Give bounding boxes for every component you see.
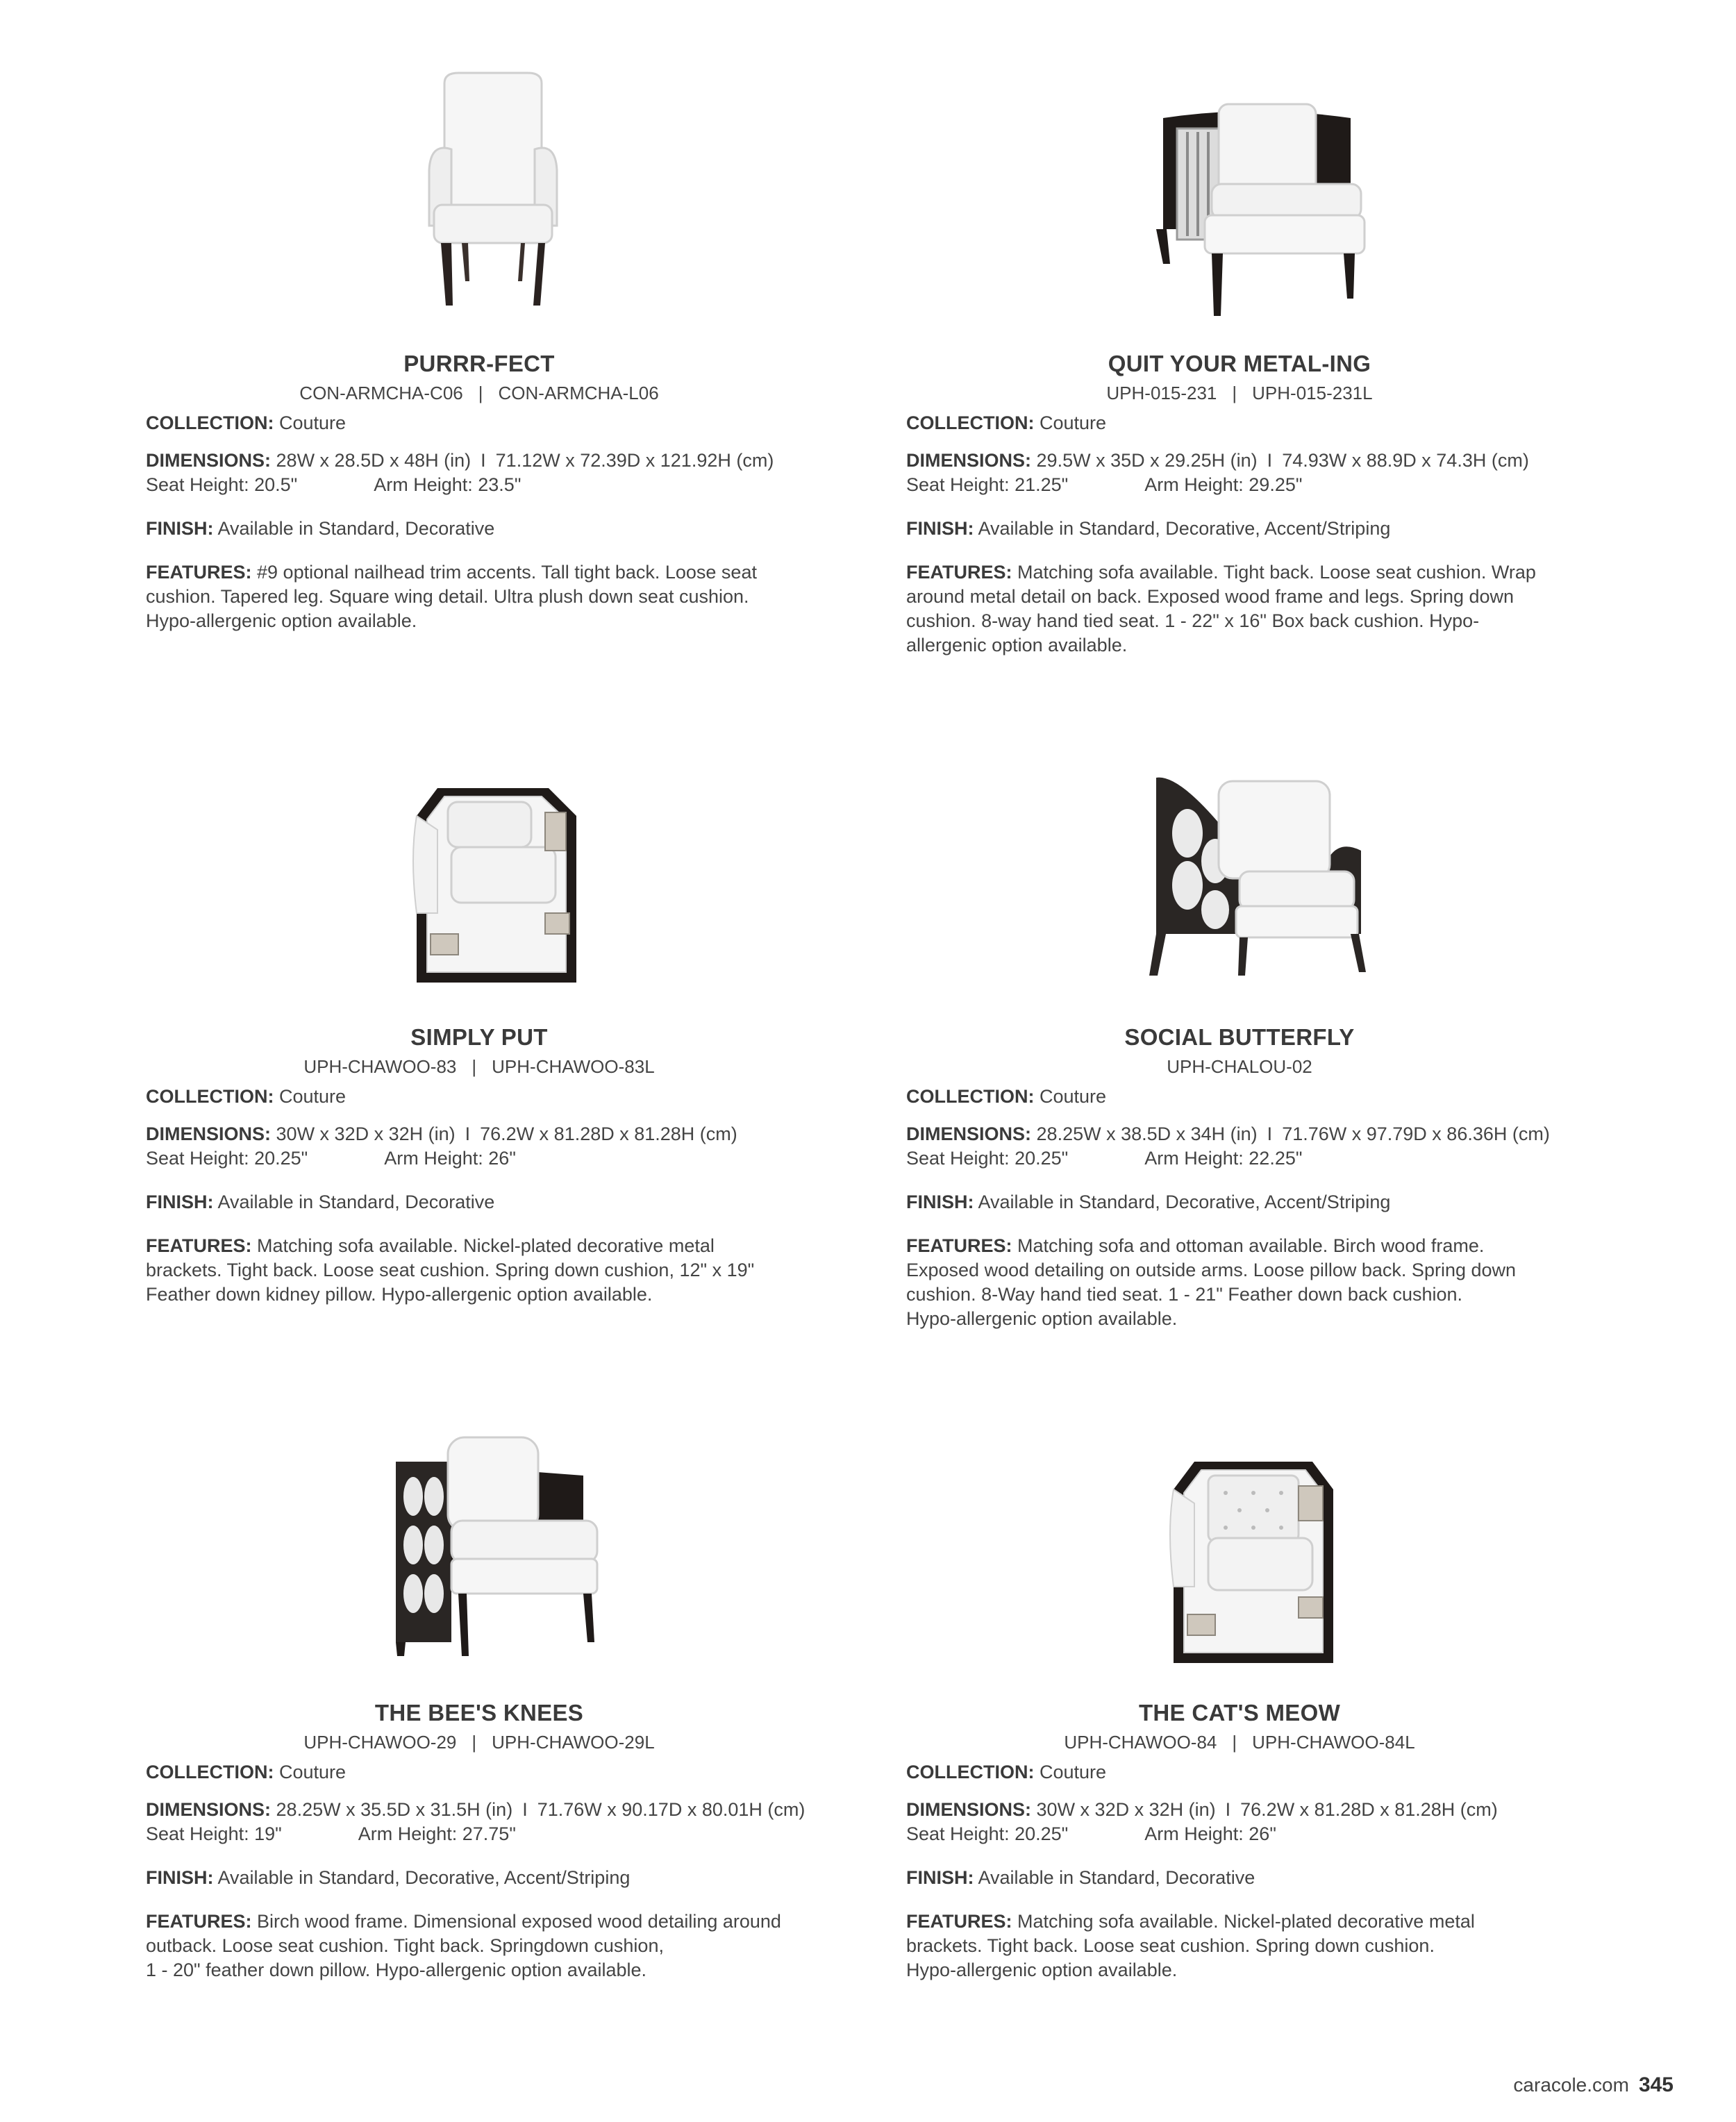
heights-line: Seat Height: 20.25" Arm Height: 26" [146, 1148, 516, 1169]
spec-block [146, 411, 840, 633]
product-sku: UPH-CHAWOO-29 | UPH-CHAWOO-29L [303, 1732, 655, 1753]
product-name: SIMPLY PUT [410, 1024, 548, 1050]
features-block: FEATURES: Matching sofa available. Nickel-plated decorative metal brackets. Tight back. Loose seat cushion. Spring down cushion. Hypo-allergenic option available. [906, 1911, 1475, 1980]
features-block: FEATURES: Birch wood frame. Dimensional exposed wood detailing around outback. Loose seat cushion. Tight back. Springdown cushion, 1 - 20" feather down pillow. Hypo-allergenic option available. [146, 1911, 781, 1980]
wingback-chair-image [146, 66, 840, 323]
spec-block [906, 411, 1601, 658]
collection-line: COLLECTION: Couture [906, 1762, 1107, 1782]
product-name: PURRR-FECT [403, 351, 555, 376]
dimensions-line: DIMENSIONS: 30W x 32D x 32H (in) I 76.2W x 81.28D x 81.28H (cm) [906, 1799, 1498, 1820]
finish-line: FINISH: Available in Standard, Decorative [146, 518, 495, 539]
collection-line: COLLECTION: Couture [906, 1086, 1107, 1107]
trellis-chair-image [146, 1434, 840, 1691]
heights-line: Seat Height: 20.25" Arm Height: 22.25" [906, 1148, 1303, 1169]
heights-line: Seat Height: 20.25" Arm Height: 26" [906, 1823, 1276, 1844]
finish-line: FINISH: Available in Standard, Decorative, Accent/Striping [146, 1867, 631, 1888]
metal-back-chair-image [906, 90, 1601, 347]
finish-line: FINISH: Available in Standard, Decorative [146, 1192, 495, 1212]
lattice-arm-chair-image [906, 767, 1601, 1024]
page-footer [1513, 2073, 1674, 2097]
product-sku: UPH-CHALOU-02 [1167, 1056, 1312, 1077]
finish-line: FINISH: Available in Standard, Decorative [906, 1867, 1255, 1888]
collection-line: COLLECTION: Couture [146, 412, 347, 433]
features-block: FEATURES: Matching sofa available. Nickel-plated decorative metal brackets. Tight back. Loose seat cushion. Spring down cushion, 12" x 19" Feather down kidney pillow. Hypo-allergenic option available. [146, 1235, 755, 1305]
heights-line: Seat Height: 20.5" Arm Height: 23.5" [146, 474, 521, 495]
heights-line: Seat Height: 21.25" Arm Height: 29.25" [906, 474, 1303, 495]
page-number: 345 [1638, 2073, 1674, 2096]
collection-line: COLLECTION: Couture [906, 412, 1107, 433]
dimensions-line: DIMENSIONS: 28W x 28.5D x 48H (in) I 71.12W x 72.39D x 121.92H (cm) [146, 450, 774, 471]
club-chair-image [146, 774, 840, 1031]
dimensions-line: DIMENSIONS: 28.25W x 38.5D x 34H (in) I 71.76W x 97.79D x 86.36H (cm) [906, 1123, 1550, 1144]
features-block: FEATURES: Matching sofa available. Tight back. Loose seat cushion. Wrap around metal detail on back. Exposed wood frame and legs. Spring down cushion. 8-way hand tied seat. 1 - 22" x 16" Box back cushion. Hypo- allergenic option available. [906, 562, 1536, 655]
product-name: SOCIAL BUTTERFLY [1124, 1024, 1355, 1050]
spec-block [146, 1085, 840, 1307]
dimensions-line: DIMENSIONS: 28.25W x 35.5D x 31.5H (in) I 71.76W x 90.17D x 80.01H (cm) [146, 1799, 806, 1820]
spec-block [906, 1085, 1601, 1331]
spec-block [146, 1760, 840, 1982]
product-sku: UPH-CHAWOO-84 | UPH-CHAWOO-84L [1064, 1732, 1415, 1753]
product-sku: UPH-015-231 | UPH-015-231L [1106, 383, 1373, 403]
site-link[interactable]: caracole.com [1513, 2074, 1629, 2096]
product-name: THE CAT'S MEOW [1138, 1700, 1341, 1726]
features-block: FEATURES: #9 optional nailhead trim accents. Tall tight back. Loose seat cushion. Tapered leg. Square wing detail. Ultra plush down seat cushion. Hypo-allergenic option available. [146, 562, 757, 631]
collection-line: COLLECTION: Couture [146, 1762, 347, 1782]
features-block: FEATURES: Matching sofa and ottoman available. Birch wood frame. Exposed wood detailing on outside arms. Loose pillow back. Spring down cushion. 8-Way hand tied seat. 1 - 21" Feather down back cushion. Hypo-allergenic option available. [906, 1235, 1517, 1329]
product-name: QUIT YOUR METAL-ING [1108, 351, 1371, 376]
product-name: THE BEE'S KNEES [374, 1700, 584, 1726]
tufted-club-chair-image [906, 1448, 1601, 1705]
dimensions-line: DIMENSIONS: 30W x 32D x 32H (in) I 76.2W x 81.28D x 81.28H (cm) [146, 1123, 737, 1144]
finish-line: FINISH: Available in Standard, Decorative, Accent/Striping [906, 1192, 1391, 1212]
product-sku: UPH-CHAWOO-83 | UPH-CHAWOO-83L [303, 1056, 655, 1077]
dimensions-line: DIMENSIONS: 29.5W x 35D x 29.25H (in) I 74.93W x 88.9D x 74.3H (cm) [906, 450, 1529, 471]
spec-block [906, 1760, 1601, 1982]
finish-line: FINISH: Available in Standard, Decorative, Accent/Striping [906, 518, 1391, 539]
product-sku: CON-ARMCHA-C06 | CON-ARMCHA-L06 [299, 383, 659, 403]
heights-line: Seat Height: 19" Arm Height: 27.75" [146, 1823, 516, 1844]
collection-line: COLLECTION: Couture [146, 1086, 347, 1107]
